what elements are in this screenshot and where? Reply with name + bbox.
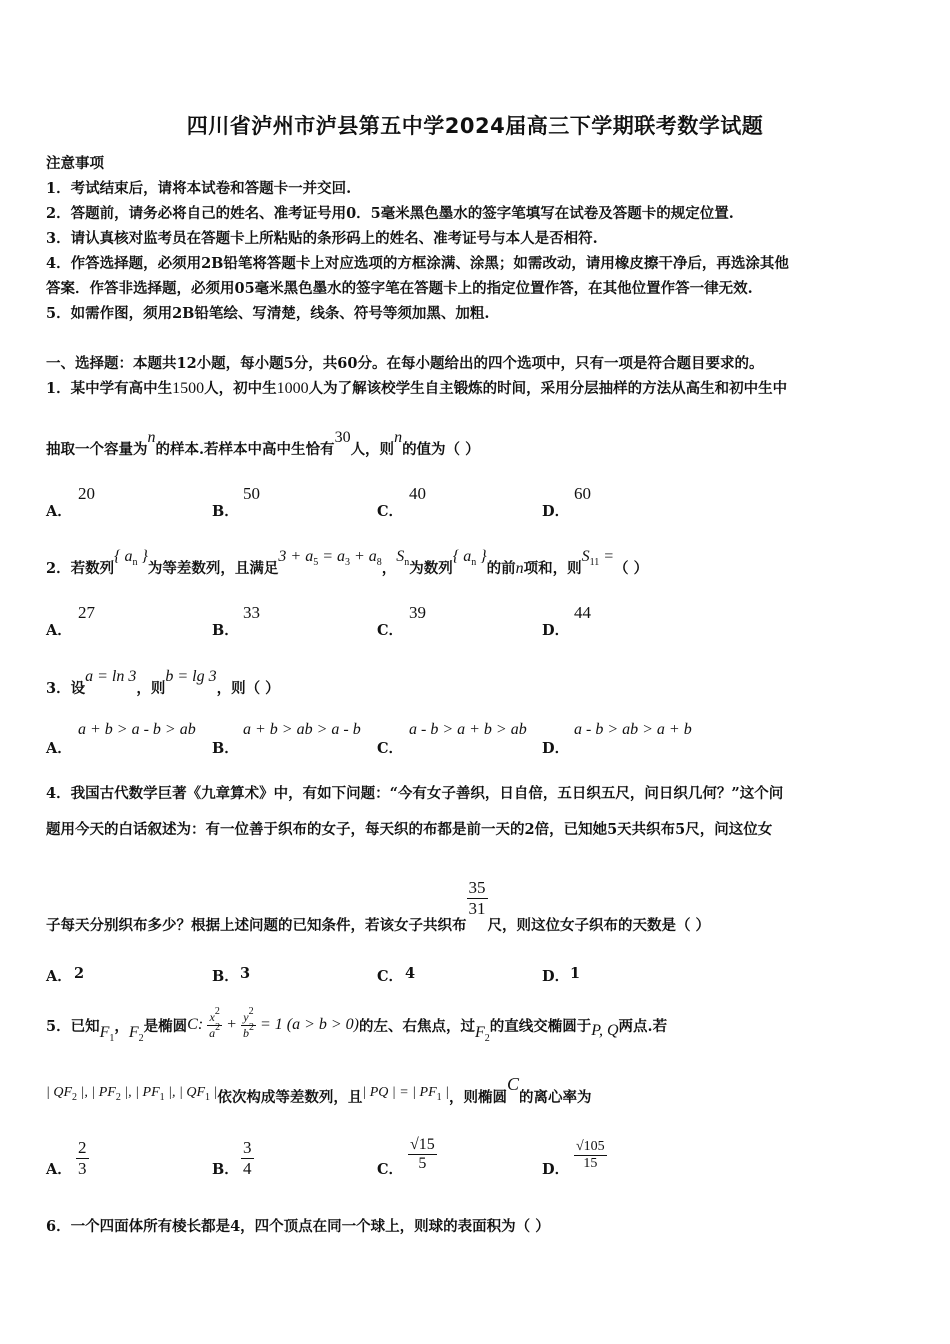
- q2-text: 项和，则: [523, 560, 582, 577]
- option-label: A．: [46, 503, 72, 520]
- question-2-stem: 2．若数列{ $a_n$ }为等差数列，且满足$3 + a_5 = a_3 + a_8$，$S_n$为数列{ $a_n$ }的前n项和，则$S_{11}$ =（ ）: [46, 548, 649, 577]
- q3-text: ，则（ ）: [216, 680, 280, 697]
- option-label: D．: [542, 1161, 570, 1178]
- q5-text: ，: [114, 1018, 129, 1036]
- q1-var-n: n: [147, 429, 156, 446]
- option-label: D．: [542, 503, 570, 520]
- q1-text: 的样本.若样本中高中生恰有: [155, 441, 335, 458]
- q5-text: 依次构成等差数列，且: [217, 1089, 363, 1106]
- notice-item: 1．考试结束后，请将本试卷和答题卡一并交回.: [46, 180, 352, 197]
- notice-item: 4．作答选择题，必须用2B铅笔将答题卡上对应选项的方框涂满、涂黑；如需改动，请用橡皮擦干净后，再选涂其他: [46, 255, 789, 272]
- option-value: 33: [243, 603, 260, 622]
- option-value: 39: [409, 603, 426, 622]
- q5-text: 两点.若: [618, 1018, 668, 1036]
- q5-text: 5．已知: [46, 1018, 100, 1036]
- q1-number-1000: 1000: [276, 380, 309, 397]
- q2-text: ，: [381, 560, 397, 577]
- q2-sequence: { $a_n$ }: [114, 548, 148, 568]
- option-fraction: $\frac{3}{4}$: [243, 1138, 252, 1178]
- option-value: a + b > ab > a - b: [243, 721, 361, 738]
- option-label: D．: [542, 622, 570, 639]
- q4-text: 子每天分别织布多少？根据上述问题的已知条件，若该女子共织布: [46, 916, 467, 934]
- q3-a-def: a = ln 3: [85, 668, 137, 685]
- notice-item: 答案．作答非选择题，必须用05毫米黑色墨水的签字笔在答题卡上的指定位置作答，在其他位置作答一律无效.: [46, 280, 753, 297]
- option-value: 60: [574, 484, 591, 503]
- option-value: 27: [78, 603, 95, 622]
- q5-text: ，则椭圆: [448, 1089, 507, 1106]
- option-value: a + b > a - b > ab: [78, 721, 196, 738]
- option-value: 20: [78, 484, 95, 503]
- option-label: D．: [542, 740, 570, 757]
- option-value: 44: [574, 603, 591, 622]
- page-title: 四川省泸州市泸县第五中学2024届高三下学期联考数学试题: [186, 114, 764, 138]
- option-label: B．: [212, 968, 239, 985]
- option-label: A．: [46, 740, 72, 757]
- option-value: a - b > a + b > ab: [409, 721, 527, 738]
- question-4-line-2: 题用今天的白话叙述为：有一位善于织布的女子，每天织的布都是前一天的2倍，已知她5天共织布5尺，问这位女: [46, 821, 773, 838]
- notice-item: 2．答题前，请务必将自己的姓名、准考证号用0．5毫米黑色墨水的签字笔填写在试卷及答题卡的规定位置.: [46, 205, 734, 222]
- q4-fraction: $\frac{35}{31}$: [468, 878, 486, 918]
- option-fraction: $\frac{√105}{15}$: [576, 1139, 605, 1171]
- q5-condition: | PQ | = | $PF_1$ |: [362, 1085, 449, 1103]
- option-label: C．: [377, 1161, 404, 1178]
- q5-sequence: | $QF_2$ |, | $PF_2$ |, | $PF_1$ |, | $QF_1$ |: [46, 1085, 218, 1103]
- question-4-line-1: 4．我国古代数学巨著《九章算术》中，有如下问题：“今有女子善织，日自倍，五日织五尺，问日织几何？”这个问: [46, 785, 784, 802]
- q5-pq: P, Q: [591, 1022, 619, 1040]
- option-label: B．: [212, 622, 239, 639]
- q3-text: ，则: [136, 680, 166, 697]
- q1-text: 1．某中学有高中生: [46, 380, 173, 397]
- notice-heading: 注意事项: [46, 155, 104, 172]
- q3-b-def: b = lg 3: [165, 668, 217, 685]
- q5-text: 是椭圆: [143, 1018, 188, 1036]
- q2-text: 2．若数列: [46, 560, 115, 577]
- option-value: 3: [240, 965, 251, 982]
- q2-text: （ ）: [614, 560, 649, 577]
- option-label: A．: [46, 1161, 72, 1178]
- option-value: 4: [405, 965, 416, 982]
- question-6-stem: 6．一个四面体所有棱长都是4，四个顶点在同一个球上，则球的表面积为（ ）: [46, 1218, 550, 1235]
- option-value: 40: [409, 484, 426, 503]
- option-label: A．: [46, 968, 72, 985]
- option-label: C．: [377, 503, 404, 520]
- q5-text: 的左、右焦点，过: [359, 1018, 475, 1036]
- section-heading: 一、选择题：本题共12小题，每小题5分，共60分。在每小题给出的四个选项中，只有一项是符合题目要求的。: [46, 355, 764, 372]
- q2-text: 的前: [486, 560, 516, 577]
- question-4-line-3: [46, 878, 711, 934]
- option-value: 50: [243, 484, 260, 503]
- q1-text: 人，则: [350, 441, 395, 458]
- q4-text: 尺，则这位女子织布的天数是（ ）: [487, 916, 711, 934]
- q1-number-30: 30: [334, 429, 351, 446]
- option-value: 1: [570, 965, 581, 982]
- option-label: C．: [377, 622, 404, 639]
- q5-ellipse: C: $\frac{x^2}{a^2}$ + $\frac{y^2}{b^2}$ = 1 (a > b > 0): [187, 1006, 359, 1040]
- option-label: B．: [212, 1161, 239, 1178]
- q2-s11: $S_{11}$ =: [581, 548, 615, 568]
- question-1-line-2: 抽取一个容量为n的样本.若样本中高中生恰有30人，则n的值为（ ）: [46, 429, 480, 458]
- q5-text: 的直线交椭圆于: [489, 1018, 592, 1036]
- option-label: B．: [212, 740, 239, 757]
- q1-text: 人，初中生: [204, 380, 277, 397]
- notice-item: 3．请认真核对监考员在答题卡上所粘贴的条形码上的姓名、准考证号与本人是否相符.: [46, 230, 598, 247]
- q1-text: 人为了解该校学生自主锻炼的时间，采用分层抽样的方法从高生和初中生中: [308, 380, 788, 397]
- q2-sn: $S_n$: [396, 548, 410, 568]
- q2-text: 为等差数列，且满足: [147, 560, 279, 577]
- q1-number-1500: 1500: [172, 380, 205, 397]
- q1-text: 抽取一个容量为: [46, 441, 148, 458]
- notice-item: 5．如需作图，须用2B铅笔绘、写清楚，线条、符号等须加黑、加粗.: [46, 305, 490, 322]
- q5-c: C: [506, 1074, 519, 1094]
- q2-text: 为数列: [409, 560, 453, 577]
- option-label: D．: [542, 968, 570, 985]
- option-fraction: $\frac{√15}{5}$: [410, 1136, 435, 1172]
- q3-text: 3．设: [46, 680, 86, 697]
- option-fraction: $\frac{2}{3}$: [78, 1138, 87, 1178]
- option-label: A．: [46, 622, 72, 639]
- question-1-line-1: [46, 377, 787, 398]
- q1-text: 的值为（ ）: [402, 441, 480, 458]
- option-label: B．: [212, 503, 239, 520]
- question-5-line-1: 5．已知$F_1$，$F_2$是椭圆C: $\frac{x^2}{a^2}$ + $\frac{y^2}{b^2}$ = 1 (a > b > 0)的左、右焦点，过$F_2$的直线交椭圆于P, Q两点.若: [46, 1006, 668, 1045]
- option-value: a - b > ab > a + b: [574, 721, 692, 738]
- q2-condition: $3 + a_5 = a_3 + a_8$: [278, 548, 382, 568]
- question-5-line-2: [46, 1074, 592, 1107]
- q5-text: 的离心率为: [519, 1089, 592, 1106]
- option-label: C．: [377, 968, 404, 985]
- option-value: 2: [74, 965, 85, 982]
- question-3-stem: [46, 668, 280, 698]
- option-label: C．: [377, 740, 404, 757]
